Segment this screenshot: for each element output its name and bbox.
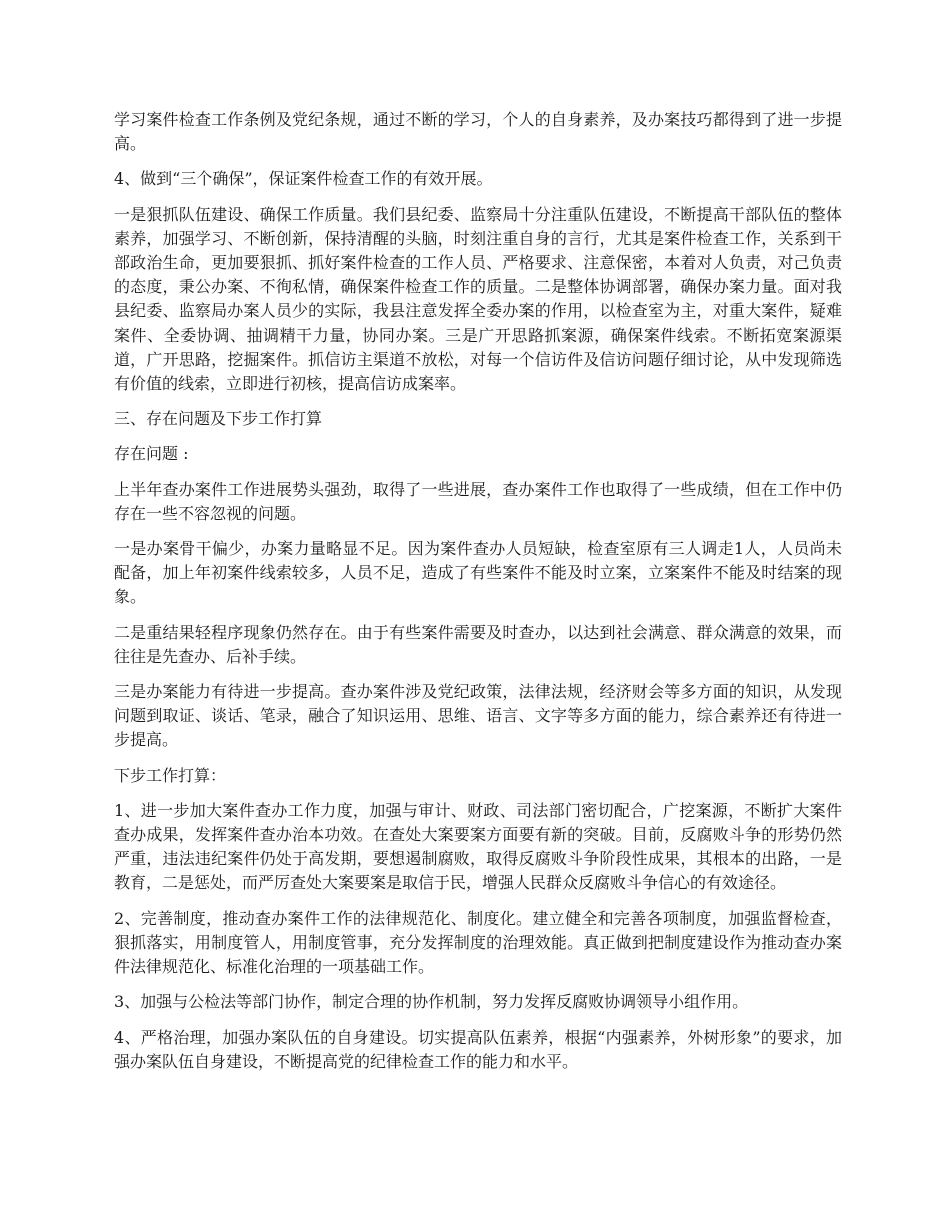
paragraph-problem-staffing: 一是办案骨干偏少，办案力量略显不足。因为案件查办人员短缺，检查室原有三人调走1人，人员尚未配备，加上年初案件线索较多，人员不足，造成了有些案件不能及时立案，立案案件不能及时结案的现象。 — [114, 539, 842, 607]
paragraph-team-building: 一是狠抓队伍建设、确保工作质量。我们县纪委、监察局十分注重队伍建设，不断提高干部队伍的整体素养，加强学习、不断创新，保持清醒的头脑，时刻注重自身的言行，尤其是案件检查工作，关系到干部政治生命，更加要狠抓、抓好案件检查的工作人员、严格要求、注意保密，本着对人负责，对己负责的态度，秉公办案、不徇私情，确保案件检查工作的质量。二是整体协调部署，确保办案力量。面对我县纪委、监察局办案人员少的实际，我县注意发挥全委办案的作用，以检查室为主，对重大案件，疑难案件、全委协调、抽调精干力量，协同办案。三是广开思路抓案源，确保案件线索。不断拓宽案源渠道，广开思路，挖掘案件。抓信访主渠道不放松，对每一个信访件及信访问题仔细讨论，从中发现筛选有价值的线索，立即进行初核，提高信访成案率。 — [114, 204, 842, 394]
subheading-existing-problems: 存在问题 : — [114, 444, 189, 464]
paragraph-intro-continuation: 学习案件检查工作条例及党纪条规，通过不断的学习，个人的自身素养，及办案技巧都得到了进一步提高。 — [114, 110, 842, 154]
section-heading-problems-and-plans: 三、存在问题及下步工作打算 — [114, 409, 323, 429]
paragraph-plan-cooperation: 3、加强与公检法等部门协作，制定合理的协作机制，努力发挥反腐败协调领导小组作用。 — [114, 992, 749, 1012]
paragraph-problems-overview: 上半年查办案件工作进展势头强劲，取得了一些进展，查办案件工作也取得了一些成绩，但在工作中仍存在一些不容忽视的问题。 — [114, 479, 842, 523]
paragraph-problem-procedure: 二是重结果轻程序现象仍然存在。由于有些案件需要及时查办，以达到社会满意、群众满意的效果，而往往是先查办、后补手续。 — [114, 622, 842, 666]
paragraph-three-ensures-heading: 4、做到“三个确保”，保证案件检查工作的有效开展。 — [114, 169, 493, 189]
paragraph-problem-capability: 三是办案能力有待进一步提高。查办案件涉及党纪政策，法律法规，经济财会等多方面的知识，从发现问题到取证、谈话、笔录，融合了知识运用、思维、语言、文字等多方面的能力，综合素养还有待进一步提高。 — [114, 682, 842, 750]
paragraph-plan-team-self-building: 4、严格治理，加强办案队伍的自身建设。切实提高队伍素养，根据“内强素养，外树形象”的要求，加强办案队伍自身建设，不断提高党的纪律检查工作的能力和水平。 — [114, 1027, 842, 1071]
document-page — [114, 108, 842, 1085]
paragraph-plan-institutions: 2、完善制度，推动查办案件工作的法律规范化、制度化。建立健全和完善各项制度，加强监督检查，狠抓落实，用制度管人，用制度管事，充分发挥制度的治理效能。真正做到把制度建设作为推动查办案件法律规范化、标准化治理的一项基础工作。 — [114, 908, 842, 977]
paragraph-plan-intensify: 1、进一步加大案件查办工作力度，加强与审计、财政、司法部门密切配合，广挖案源，不断扩大案件查办成果，发挥案件查办治本功效。在查处大案要案方面要有新的突破。目前，反腐败斗争的形势仍然严重，违法违纪案件仍处于高发期，要想遏制腐败，取得反腐败斗争阶段性成果，其根本的出路，一是教育，二是惩处，而严厉查处大案要案是取信于民，增强人民群众反腐败斗争信心的有效途径。 — [114, 800, 842, 893]
subheading-next-steps: 下步工作打算： — [114, 765, 227, 785]
